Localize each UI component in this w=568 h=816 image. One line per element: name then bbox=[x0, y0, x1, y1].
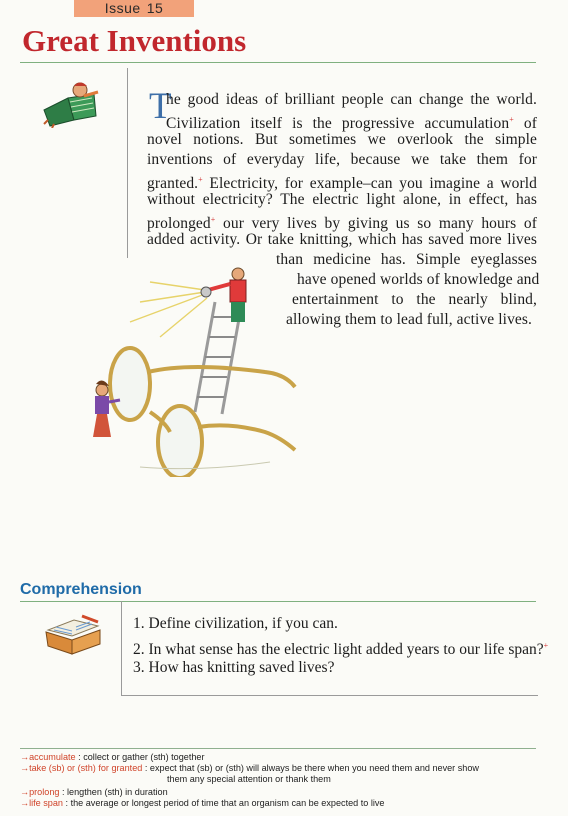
glossary-entry: →accumulate : collect or gather (sth) together bbox=[20, 752, 205, 762]
article-line: granted.+ Electricity, for example–can you imagine a world bbox=[147, 175, 537, 193]
article-line: allowing them to lead full, active lives. bbox=[286, 311, 533, 328]
question-2: 2. In what sense has the electric light added years to our life span?+ bbox=[133, 641, 549, 659]
article-line: prolonged+ our very lives by giving us so many hours of bbox=[147, 215, 537, 233]
comprehension-heading: Comprehension bbox=[20, 581, 142, 598]
glossary-entry: →prolong : lengthen (sth) in duration bbox=[20, 787, 168, 797]
question-3: 3. How has knitting saved lives? bbox=[133, 659, 335, 676]
article-line: inventions of everyday life, because we take them for bbox=[147, 151, 537, 168]
article-line: Civilization itself is the progressive accumulation+ of bbox=[166, 115, 537, 133]
article-line: novel notions. But sometimes we overlook the simple bbox=[147, 131, 537, 148]
article-line: added activity. Or take knitting, which has saved more lives bbox=[147, 231, 537, 248]
issue-label: Issue bbox=[104, 0, 141, 16]
issue-tab bbox=[74, 0, 194, 17]
question-1: 1. Define civilization, if you can. bbox=[133, 615, 338, 632]
article-line: than medicine has. Simple eyeglasses bbox=[276, 251, 537, 268]
page-title: Great Inventions bbox=[22, 23, 247, 58]
glossary-entry: →take (sb) or (sth) for granted : expect that (sb) or (sth) will always be there when you need them and never show bbox=[20, 763, 479, 773]
title-divider bbox=[20, 62, 536, 63]
article-line: he good ideas of brilliant people can change the world. bbox=[166, 91, 537, 108]
glossary-entry-continued: them any special attention or thank them bbox=[167, 774, 331, 784]
article-line: entertainment to the nearly blind, bbox=[292, 291, 537, 308]
drop-cap: T bbox=[149, 86, 172, 127]
open-book-icon bbox=[42, 612, 104, 656]
issue-number: 15 bbox=[146, 0, 164, 16]
glossary-entry: →life span : the average or longest period of time that an organism can be expected to live bbox=[20, 798, 385, 808]
article-line: have opened worlds of knowledge and bbox=[297, 271, 540, 288]
glossary-divider bbox=[20, 748, 536, 749]
book-reading-icon bbox=[40, 80, 102, 128]
article-line: without electricity? The electric light alone, in effect, has bbox=[147, 191, 537, 208]
glasses-illustration bbox=[80, 262, 360, 477]
